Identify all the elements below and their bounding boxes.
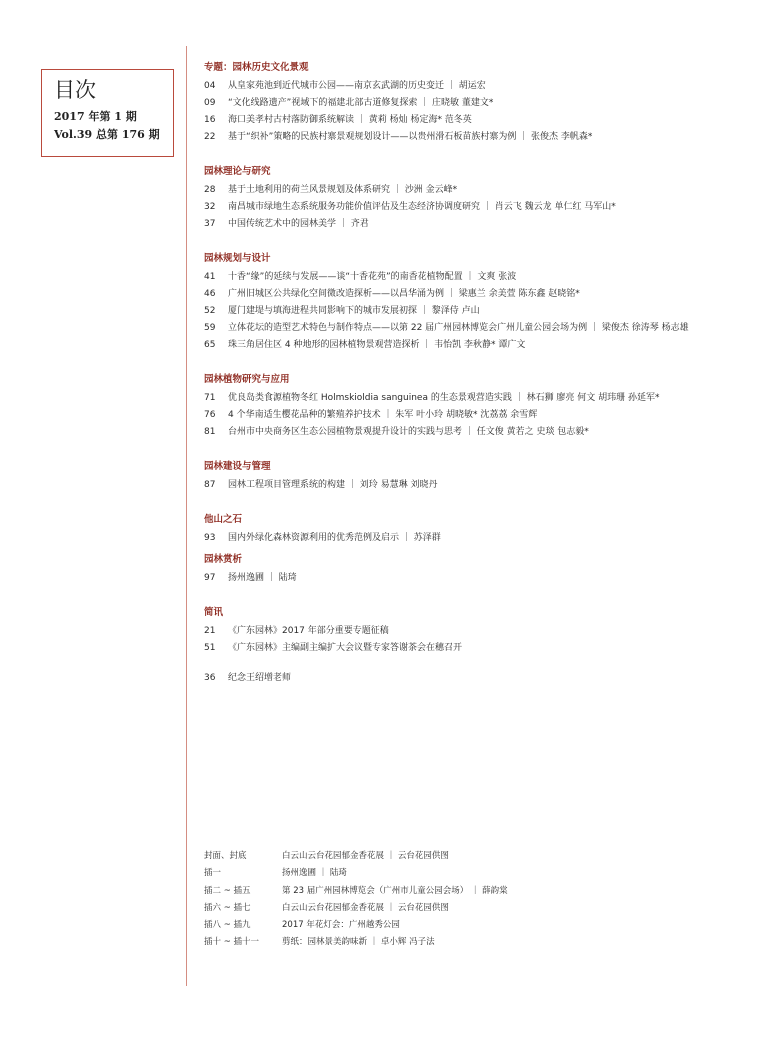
- entry-text: 南昌城市绿地生态系统服务功能价值评估及生态经济协调度研究 ｜ 肖云飞 魏云龙 单仁红 马军山*: [228, 202, 616, 212]
- toc-content: [204, 62, 764, 707]
- toc-entry[interactable]: [204, 320, 764, 337]
- toc-entry[interactable]: [204, 477, 764, 494]
- section-heading: 园林理论与研究: [204, 166, 271, 177]
- section-heading: 园林建设与管理: [204, 461, 271, 472]
- credit-row: [204, 900, 764, 917]
- page-number: 59: [204, 323, 216, 333]
- credit-row: [204, 917, 764, 934]
- page-number: 71: [204, 393, 216, 403]
- page-number: 09: [204, 98, 216, 108]
- credit-text: 白云山云台花园郁金香花展 ｜ 云台花园供图: [282, 902, 449, 913]
- page-number: 36: [204, 673, 216, 683]
- toc-entry[interactable]: [204, 129, 764, 146]
- page-number: 46: [204, 289, 216, 299]
- credit-text: 白云山云台花园郁金香花展 ｜ 云台花园供图: [282, 851, 449, 861]
- toc-entry[interactable]: [204, 286, 764, 303]
- entry-text: 广州旧城区公共绿化空间微改造探析——以昌华涌为例 ｜ 梁惠兰 余美萱 陈东鑫 赵晓铭*: [228, 289, 580, 299]
- entry-text: 从皇家苑池到近代城市公园——南京玄武湖的历史变迁 ｜ 胡运宏: [228, 81, 486, 91]
- page-number: 93: [204, 533, 216, 543]
- toc-entry[interactable]: [204, 570, 764, 587]
- entry-text: 中国传统艺术中的园林美学 ｜ 齐君: [228, 219, 369, 229]
- section-theory: [204, 166, 764, 233]
- entry-text: 厦门建堤与填海进程共同影响下的城市发展初探 ｜ 黎泽侍 卢山: [228, 306, 480, 316]
- credit-row: [204, 883, 764, 900]
- page-number: 04: [204, 81, 216, 91]
- toc-entry[interactable]: [204, 640, 764, 657]
- entry-text: 《广东园林》2017 年部分重要专题征稿: [228, 626, 389, 636]
- divider-line: [186, 46, 187, 986]
- entry-text: 《广东园林》主编副主编扩大会议暨专家答谢茶会在穗召开: [228, 643, 463, 653]
- entry-text: 基于“织补”策略的民族村寨景观规划设计——以贵州滑石板苗族村寨为例 ｜ 张俊杰 李帆森*: [228, 132, 593, 142]
- page-number: 87: [204, 480, 216, 490]
- credit-text: 扬州逸圃 ｜ 陆琦: [282, 868, 347, 879]
- entry-text: 4 个华南适生樱花品种的繁殖养护技术 ｜ 朱军 叶小玲 胡晓敏* 沈荔荔 余雪辉: [228, 410, 538, 420]
- entry-text: 海口美孝村古村落防御系统解读 ｜ 黄莉 杨灿 杨定海* 范冬英: [228, 115, 472, 125]
- section-heading: 他山之石: [204, 514, 243, 525]
- page-number: 81: [204, 427, 216, 437]
- toc-entry[interactable]: [204, 199, 764, 216]
- credit-label: 插六 ~ 插七: [204, 902, 251, 913]
- page-number: 51: [204, 643, 216, 653]
- page-number: 28: [204, 185, 216, 195]
- entry-text: 台州市中央商务区生态公园植物景观提升设计的实践与思考 ｜ 任文俊 黄若之 史琰 包志毅*: [228, 427, 589, 437]
- section-heading: 园林植物研究与应用: [204, 374, 290, 385]
- credit-label: 插十 ~ 插十一: [204, 937, 260, 948]
- toc-entry[interactable]: [204, 530, 764, 547]
- section-heading: 简讯: [204, 607, 224, 618]
- section-appreciation: [204, 554, 764, 587]
- credit-row: [204, 934, 764, 951]
- page-number: 41: [204, 272, 216, 282]
- page-number: 22: [204, 132, 216, 142]
- toc-entry[interactable]: [204, 95, 764, 112]
- credit-label: 插八 ~ 插九: [204, 920, 251, 931]
- entry-text: 纪念王绍增老师: [228, 673, 292, 683]
- toc-entry[interactable]: [204, 216, 764, 233]
- section-construction: [204, 461, 764, 494]
- page-number: 16: [204, 115, 216, 125]
- contents-title-box: [41, 69, 174, 157]
- entry-text: 十香“缘”的延续与发展——谈“十香花苑”的南香花植物配置 ｜ 文爽 张波: [228, 272, 517, 282]
- toc-entry[interactable]: [204, 424, 764, 441]
- page-number: 76: [204, 410, 216, 420]
- section-heading: 园林赏析: [204, 554, 243, 565]
- entry-text: 基于土地利用的荷兰风景规划及体系研究 ｜ 沙洲 金云峰*: [228, 185, 458, 195]
- toc-entry[interactable]: [204, 182, 764, 199]
- credit-text: 剪纸：园林景美韵味新 ｜ 卓小辉 冯子法: [282, 937, 435, 948]
- toc-entry[interactable]: [204, 623, 764, 640]
- entry-text: 优良岛类食源植物冬红 Holmskioldia sanguinea 的生态景观营造实践 ｜ 林石狮 廖亮 何文 胡玮珊 孙延军*: [228, 393, 660, 403]
- toc-entry[interactable]: [204, 269, 764, 286]
- toc-entry[interactable]: [204, 407, 764, 424]
- section-foreign: [204, 514, 764, 547]
- credit-row: [204, 865, 764, 882]
- image-credits: [204, 848, 764, 952]
- entry-text: 国内外绿化森林资源利用的优秀范例及启示 ｜ 苏泽群: [228, 533, 441, 543]
- section-plants: [204, 374, 764, 441]
- section-heading: 专题：园林历史文化景观: [204, 62, 309, 73]
- toc-entry[interactable]: [204, 337, 764, 354]
- page-number: 32: [204, 202, 216, 212]
- section-news: [204, 607, 764, 687]
- toc-entry-memorial[interactable]: [204, 670, 764, 687]
- credit-text: 第 23 届广州园林博览会（广州市儿童公园会场） ｜ 薛韵棠: [282, 885, 508, 896]
- page-number: 37: [204, 219, 216, 229]
- section-heading: 园林规划与设计: [204, 253, 271, 264]
- credit-label: 封面、封底: [204, 851, 247, 861]
- volume-number: Vol.39 总第 176 期: [54, 128, 160, 141]
- toc-entry[interactable]: [204, 303, 764, 320]
- entry-text: 园林工程项目管理系统的构建 ｜ 刘玲 易慧琳 刘晓丹: [228, 480, 438, 490]
- entry-text: “文化线路遗产”视域下的福建北部古道修复探索 ｜ 庄晓敏 董建文*: [228, 98, 494, 108]
- credit-label: 插二 ~ 插五: [204, 885, 251, 896]
- issue-number: 2017 年第 1 期: [54, 110, 137, 123]
- page-number: 65: [204, 340, 216, 350]
- section-special-topic: [204, 62, 764, 146]
- page-number: 21: [204, 626, 216, 636]
- credit-text: 2017 年花灯会：广州越秀公园: [282, 920, 400, 931]
- page-number: 97: [204, 573, 216, 583]
- credit-label: 插一: [204, 868, 222, 879]
- contents-title: 目次: [54, 78, 96, 102]
- page-number: 52: [204, 306, 216, 316]
- toc-entry[interactable]: [204, 112, 764, 129]
- section-planning: [204, 253, 764, 354]
- toc-entry[interactable]: [204, 78, 764, 95]
- toc-entry[interactable]: [204, 390, 764, 407]
- credit-row: [204, 848, 764, 865]
- entry-text: 珠三角居住区 4 种地形的园林植物景观营造探析 ｜ 韦怡凯 李秋静* 谭广文: [228, 340, 526, 350]
- entry-text: 扬州逸圃 ｜ 陆琦: [228, 573, 297, 583]
- entry-text: 立体花坛的造型艺术特色与制作特点——以第 22 届广州园林博览会广州儿童公园会场为例 ｜ 梁俊杰 徐涛琴 杨志雄: [228, 323, 689, 333]
